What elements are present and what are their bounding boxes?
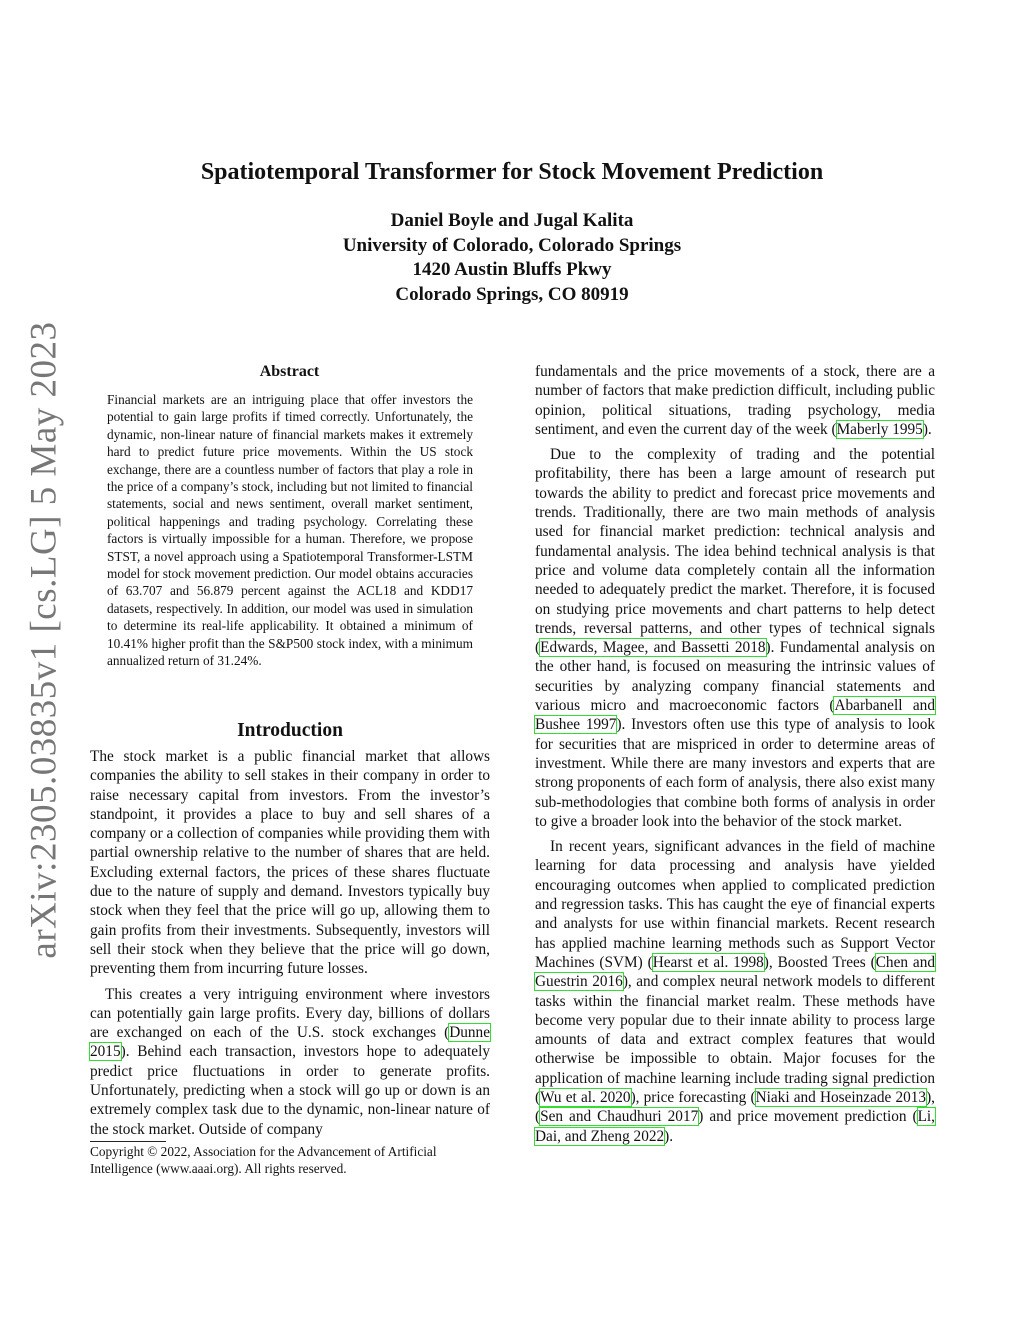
citation-link[interactable]: Edwards, Magee, and Bassetti 2018 [540, 639, 766, 657]
intro-paragraph-1: The stock market is a public financial market that allows companies the ability to sell stakes in their company in order to raise necessary capital from investors. From the investor’s standpoint, it provides a place to buy and sell shares of a company or a collection of companies while providing them with partial ownership relative to the number of shares that are held. Excluding external factors, the prices of these shares fluctuate due to the nature of supply and demand. Investors typically buy stock when they feel that the price will go up, allowing them to gain profits from their investments. Subsequently, investors will sell their stock when they believe that the price will go down, preventing them from incurring future losses. [90, 748, 490, 978]
paper-title: Spatiotemporal Transformer for Stock Movement Prediction [200, 159, 824, 185]
arxiv-stamp-text[interactable]: arXiv:2305.03835v1 [cs.LG] 5 May 2023 [23, 321, 65, 959]
intro-paragraph-2 [90, 985, 490, 1139]
author-city: Colorado Springs, CO 80919 [395, 283, 629, 305]
citation-link[interactable]: Hearst et al. 1998 [652, 953, 764, 971]
text-span: ), ( [535, 1088, 935, 1126]
text-span: ), Boosted Trees ( [763, 953, 876, 971]
intro-paragraph-2-continued [535, 362, 935, 439]
citation-link[interactable]: Wu et al. 2020 [540, 1088, 631, 1106]
text-span: ). Behind each transaction, investors hope to adequately predict price fluctuations in order to generate profits. Unfortunately, predicting when a stock will go up or down is an extremely complex task due to the dynamic, non-linear nature of the stock market. Outside of company [90, 1043, 490, 1138]
text-span: ) and price movement prediction ( [698, 1108, 918, 1126]
text-span: fundamentals and the price movements of a stock, there are a number of factors that make prediction difficult, including public opinion, political situations, trading psychology, media sentiment, and even the current day of the week ( [535, 363, 935, 438]
author-names: Daniel Boyle and Jugal Kalita [390, 210, 634, 231]
text-span: ). Fundamental analysis on the other hand, is focused on measuring the intrinsic values of securities by analyzing company financial statements and various micro and macroeconomic factors ( [535, 639, 935, 715]
abstract-text: Financial markets are an intriguing place that offer investors the potential to gain large profits if timed correctly. Unfortunately, the dynamic, non-linear nature of financial markets makes it extremely hard to predict future price movements. Within the US stock exchange, there are a countless number of factors that play a role in the price of a company’s stock, including but not limited to financial statements, social and news sentiment, overall market sentiment, political happenings and trading psychology. Correlating these factors is virtually impossible for a human. Therefore, we propose STST, a novel approach using a Spatiotemporal Transformer-LSTM model for stock movement prediction. Our model obtains accuracies of 63.707 and 56.879 percent against the ACL18 and KDD17 datasets, respectively. In addition, our model was used in simulation to determine its real-life applicability. It obtained a minimum of 10.41% higher profit than the S&P500 stock index, with a minimum annualized return of 31.24%. [107, 392, 473, 669]
citation-link[interactable]: Abarbanell and Bushee 1997 [535, 697, 935, 734]
introduction-heading: Introduction [237, 720, 343, 741]
text-span: In recent years, significant advances in the field of machine learning for data processing and analysis have yielded encouraging outcomes when applied to complicated prediction and regression tasks. This has caught the eye of financial experts and analysts for use within financial markets. Recent research has applied machine learning methods such as Support Vector Machines (SVM) ( [535, 838, 935, 971]
author-block [90, 209, 934, 307]
abstract-heading: Abstract [259, 363, 320, 380]
text-span: ). [664, 1127, 674, 1145]
text-span: Due to the complexity of trading and the potential profitability, there has been a large amount of research put towards the ability to predict and forecast price movements and trends. Traditionally, there are two main methods of analysis used for financial market prediction: technical analysis and fundamental analysis. The idea behind technical analysis is that price and volume data completely contain all the information needed to adequately predict the market. Therefore, it is focused on studying price movements and chart patterns to help detect trends, reversal patterns, and other types of technical signals ( [535, 446, 935, 657]
text-span: ), and complex neural network models to different tasks within the financial market realm. These methods have become very popular due to their innate ability to process large amounts of data and extract complex features that would otherwise be impossible to obtain. Major focuses for the application of machine learning include trading signal prediction ( [535, 973, 935, 1106]
right-column-body [535, 362, 935, 1152]
citation-link[interactable]: Chen and Guestrin 2016 [535, 953, 935, 991]
citation-link[interactable]: Dunne 2015 [90, 1024, 490, 1061]
footnote-rule [90, 1141, 166, 1142]
citation-link[interactable]: Sen and Chaudhuri 2017 [540, 1108, 699, 1126]
text-span: ). [922, 420, 932, 438]
text-span: ). Investors often use this type of analysis to look for securities that are mispriced in order to determine areas of investment. While there are many investors and experts that are strong proponents of each form of analysis, there also exist many sub-methodologies that combine both forms of analysis in order to give a broader look into the behavior of the stock market. [535, 716, 936, 830]
text-span: ), price forecasting ( [630, 1088, 756, 1106]
author-affiliation: University of Colorado, Colorado Springs [342, 234, 682, 256]
citation-link[interactable]: Niaki and Hoseinzade 2013 [755, 1088, 927, 1106]
citation-link[interactable]: Maberly 1995 [836, 420, 923, 438]
intro-paragraph-4 [535, 837, 935, 1146]
left-column-body [90, 747, 490, 1145]
citation-link[interactable]: Li, Dai, and Zheng 2022 [535, 1108, 935, 1145]
author-street: 1420 Austin Bluffs Pkwy [412, 259, 612, 280]
text-span: This creates a very intriguing environment where investors can potentially gain large profits. Every day, billions of dollars are exchanged on each of the U.S. stock exchanges ( [90, 985, 490, 1042]
intro-paragraph-3 [535, 445, 935, 831]
copyright-footnote: Copyright © 2022, Association for the Advancement of Artificial Intelligence (www.aaai.org). All rights reserved. [90, 1144, 437, 1176]
